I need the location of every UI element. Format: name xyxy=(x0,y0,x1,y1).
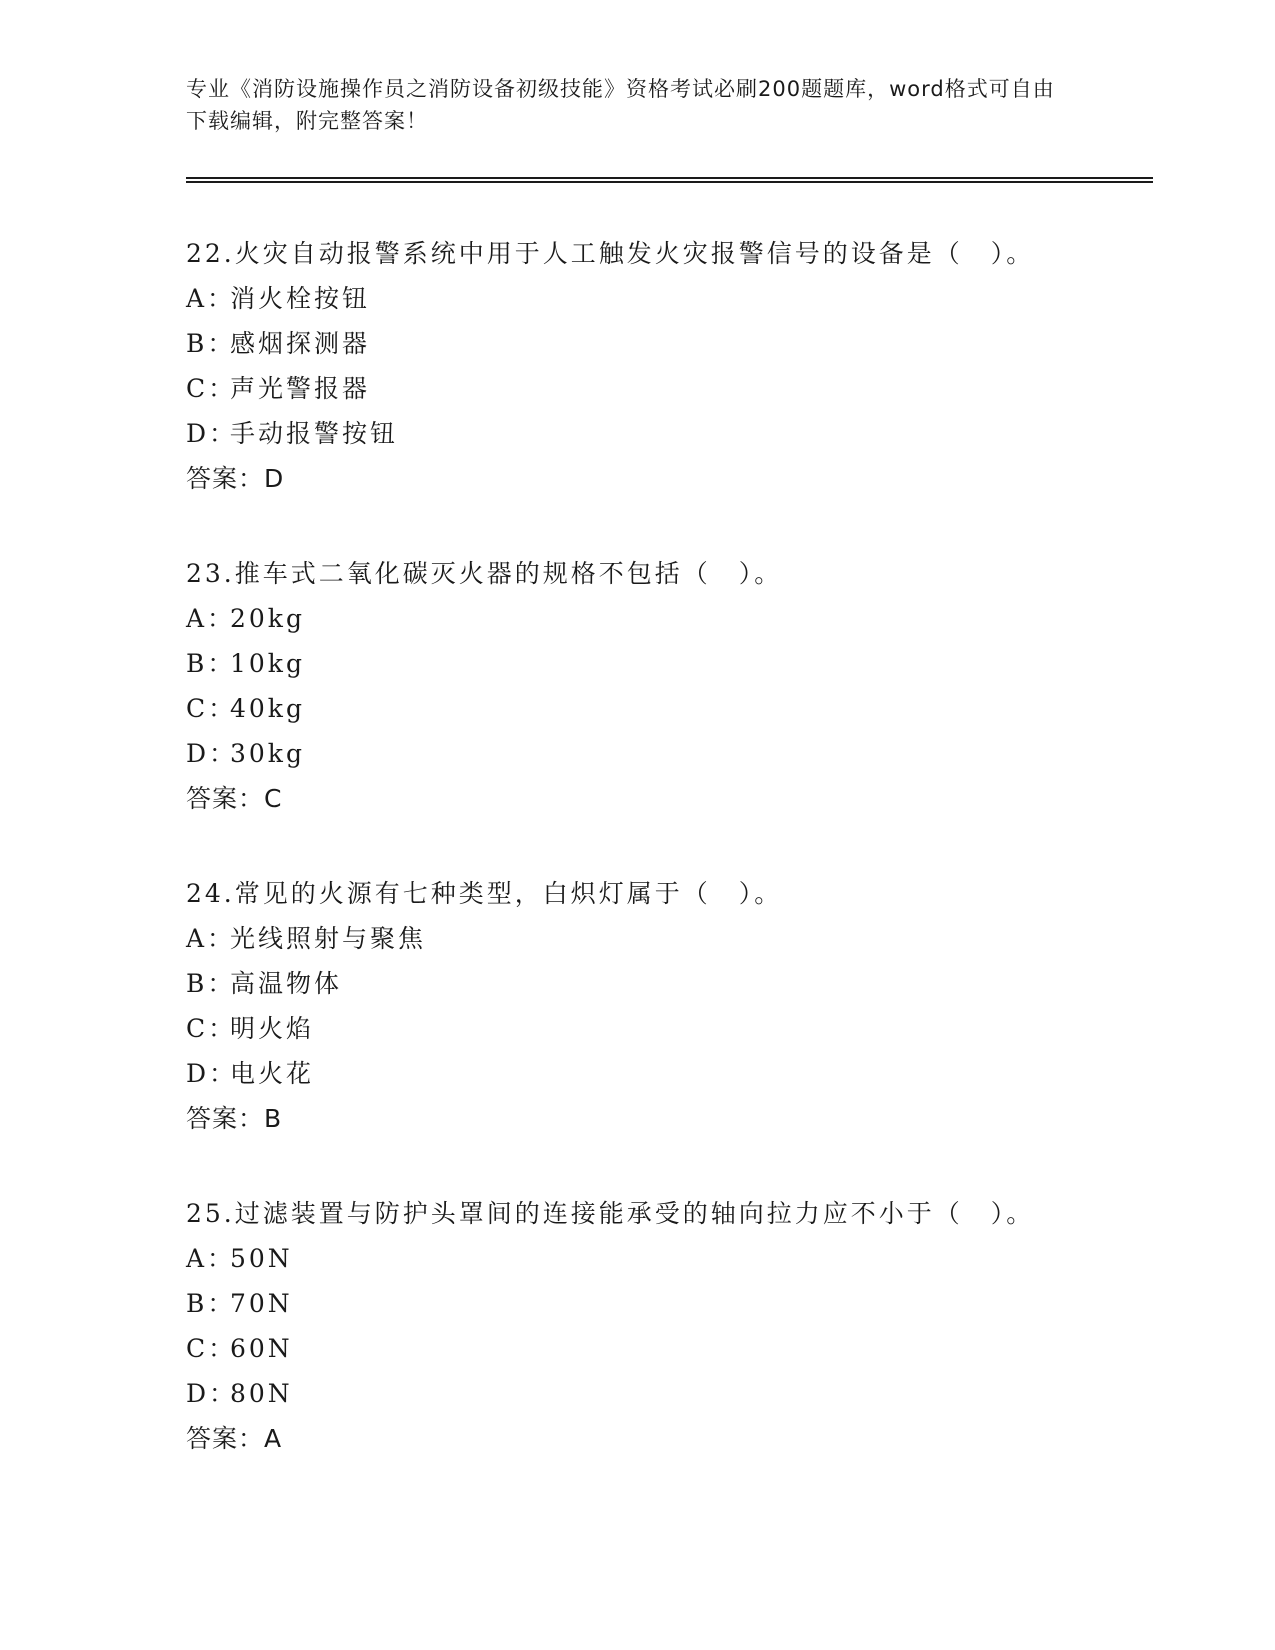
option-letter: D： xyxy=(186,1059,238,1088)
option-text: 60N xyxy=(230,1334,293,1363)
option-letter: A： xyxy=(186,604,236,633)
option-d xyxy=(186,1057,1186,1091)
option-a xyxy=(186,602,1186,636)
option-letter: D： xyxy=(186,419,238,448)
question-25 xyxy=(186,1197,1186,1456)
option-b xyxy=(186,327,1186,361)
option-letter: C： xyxy=(186,694,237,723)
option-letter: A： xyxy=(186,1244,236,1273)
option-letter: B： xyxy=(186,1289,236,1318)
option-text: 手动报警按钮 xyxy=(230,419,399,448)
answer-line: 答案：A xyxy=(186,1424,283,1453)
option-text: 光线照射与聚焦 xyxy=(230,924,427,953)
option-letter: C： xyxy=(186,374,237,403)
option-text: 电火花 xyxy=(230,1059,315,1088)
option-text: 感烟探测器 xyxy=(230,329,371,358)
option-text: 30kg xyxy=(230,739,305,768)
option-a xyxy=(186,1242,1186,1276)
question-22 xyxy=(186,237,1186,496)
question-stem: 22.火灾自动报警系统中用于人工触发火灾报警信号的设备是（ ）。 xyxy=(186,239,1035,268)
option-text: 70N xyxy=(230,1289,293,1318)
option-b xyxy=(186,647,1186,681)
answer-line: 答案：C xyxy=(186,784,283,813)
question-stem: 25.过滤装置与防护头罩间的连接能承受的轴向拉力应不小于（ ）。 xyxy=(186,1199,1035,1228)
option-d xyxy=(186,417,1186,451)
option-letter: B： xyxy=(186,969,236,998)
option-c xyxy=(186,692,1186,726)
option-text: 40kg xyxy=(230,694,305,723)
option-letter: D： xyxy=(186,1379,238,1408)
option-letter: B： xyxy=(186,649,236,678)
document-header: 专业《消防设施操作员之消防设备初级技能》资格考试必刷200题题库，word格式可自由下载编辑，附完整答案！ xyxy=(186,77,1055,133)
question-24 xyxy=(186,877,1186,1136)
option-text: 高温物体 xyxy=(230,969,343,998)
option-a xyxy=(186,282,1186,316)
option-a xyxy=(186,922,1186,956)
option-text: 10kg xyxy=(230,649,305,678)
option-text: 20kg xyxy=(230,604,305,633)
option-d xyxy=(186,1377,1186,1411)
option-c xyxy=(186,1012,1186,1046)
answer-line: 答案：D xyxy=(186,464,285,493)
option-letter: A： xyxy=(186,284,236,313)
answer-line: 答案：B xyxy=(186,1104,283,1133)
option-c xyxy=(186,372,1186,406)
option-d xyxy=(186,737,1186,771)
option-letter: C： xyxy=(186,1014,237,1043)
option-letter: B： xyxy=(186,329,236,358)
option-text: 50N xyxy=(230,1244,293,1273)
question-23 xyxy=(186,557,1186,816)
question-stem: 23.推车式二氧化碳灭火器的规格不包括（ ）。 xyxy=(186,559,783,588)
question-stem: 24.常见的火源有七种类型，白炽灯属于（ ）。 xyxy=(186,879,783,908)
option-letter: C： xyxy=(186,1334,237,1363)
option-b xyxy=(186,1287,1186,1321)
option-c xyxy=(186,1332,1186,1366)
option-text: 80N xyxy=(230,1379,293,1408)
option-text: 声光警报器 xyxy=(230,374,371,403)
option-text: 明火焰 xyxy=(230,1014,315,1043)
option-text: 消火栓按钮 xyxy=(230,284,371,313)
option-letter: D： xyxy=(186,739,238,768)
option-b xyxy=(186,967,1186,1001)
header-divider xyxy=(186,177,1153,183)
option-letter: A： xyxy=(186,924,236,953)
